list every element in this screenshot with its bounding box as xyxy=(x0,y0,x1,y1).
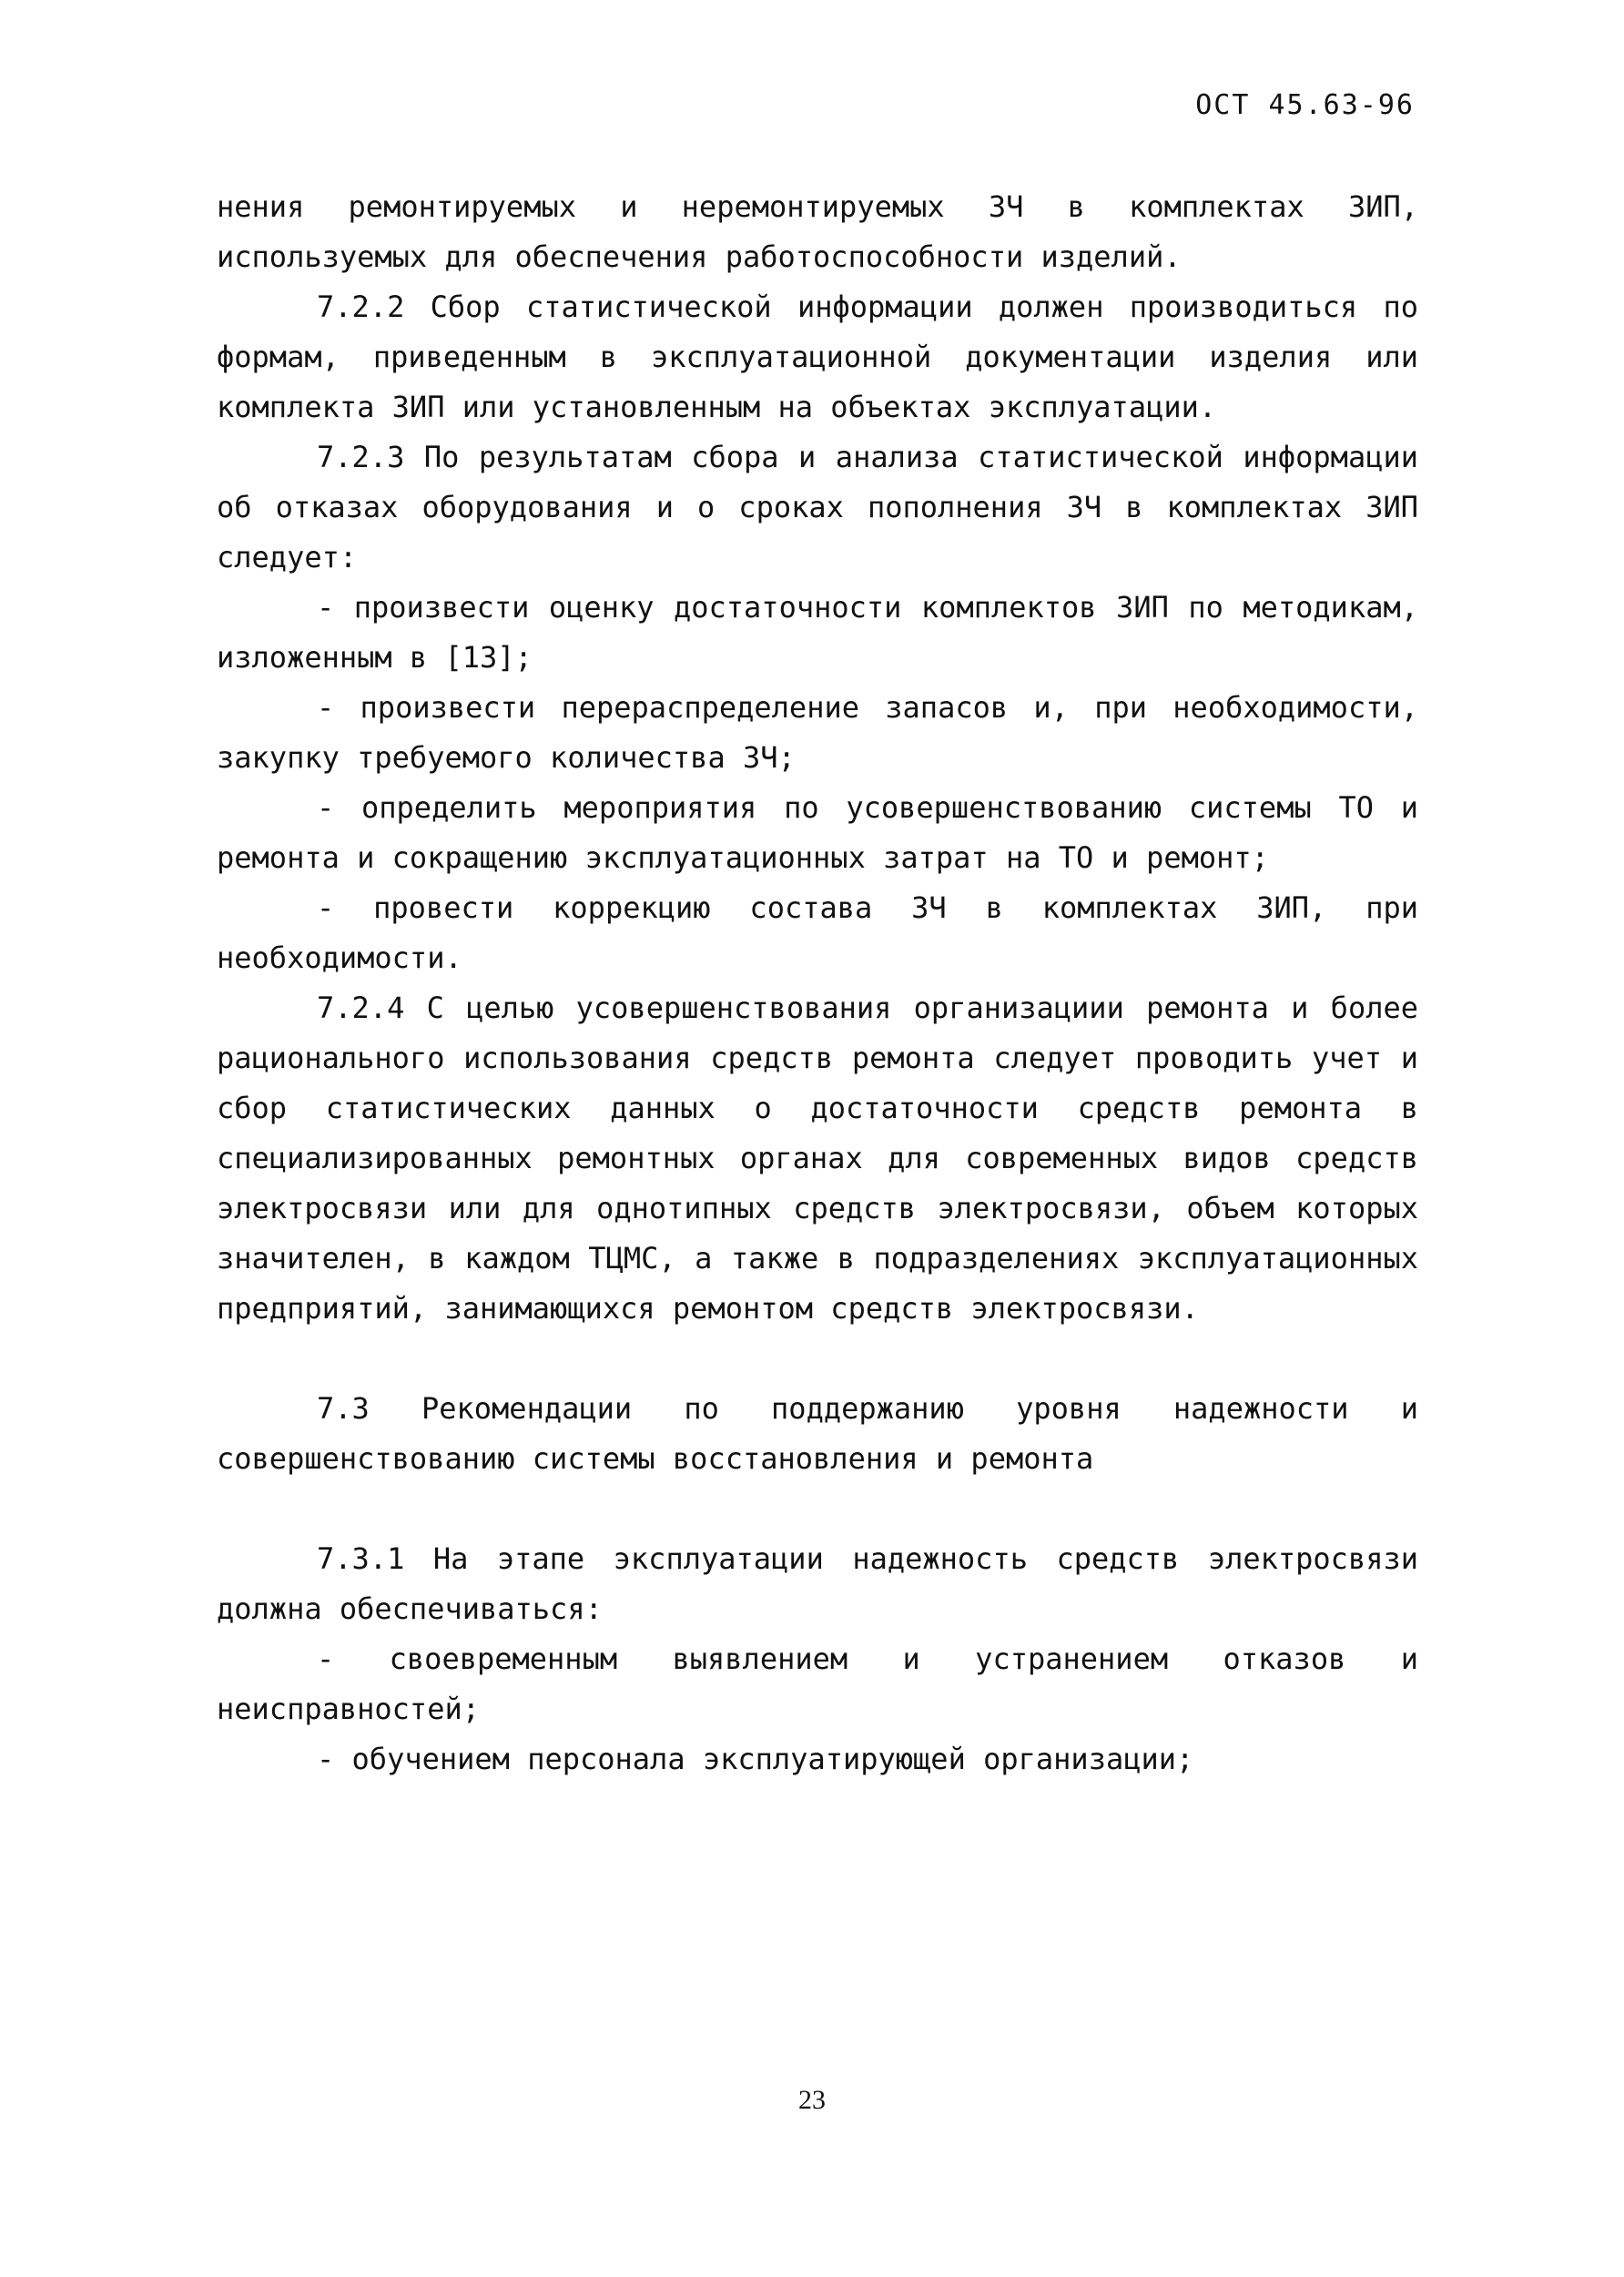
list-item: - провести коррекцию состава ЗЧ в комплектах ЗИП, при необходимости. xyxy=(217,890,1418,975)
document-body xyxy=(217,182,1418,1784)
list-item: - обучением персонала эксплуатирующей организации; xyxy=(317,1742,1194,1776)
paragraph-7-2-2: 7.2.2 Сбор статистической информации должен производиться по формам, приведенным в эксплуатационной документации изделия или комплекта ЗИП или установленным на объектах эксплуатации. xyxy=(217,290,1418,424)
page-number: 23 xyxy=(798,2085,826,2115)
paragraph-7-3-1: 7.3.1 На этапе эксплуатации надежность средств электросвязи должна обеспечиваться: xyxy=(217,1541,1418,1626)
list-item: - своевременным выявлением и устранением отказов и неисправностей; xyxy=(217,1642,1418,1726)
list-item: - произвести оценку достаточности комплектов ЗИП по методикам, изложенным в [13]; xyxy=(217,590,1418,675)
list-item: - произвести перераспределение запасов и, при необходимости, закупку требуемого количества ЗЧ; xyxy=(217,690,1418,775)
paragraph-continuation: нения ремонтируемых и неремонтируемых ЗЧ в комплектах ЗИП, используемых для обеспечения работоспособности изделий. xyxy=(217,189,1418,274)
paragraph-7-2-4: 7.2.4 С целью усовершенствования организациии ремонта и более рационального использования средств ремонта следует проводить учет и сбор статистических данных о достаточности средств ремонта в специализированных ремонтных органах для современных видов средств электросвязи или для однотипных средств электросвязи, объем которых значителен, в каждом ТЦМС, а также в подразделениях эксплуатационных предприятий, занимающихся ремонтом средств электросвязи. xyxy=(217,991,1418,1326)
document-code-header: ОСТ 45.63-96 xyxy=(1195,89,1415,121)
list-item: - определить мероприятия по усовершенствованию системы ТО и ремонта и сокращению эксплуатационных затрат на ТО и ремонт; xyxy=(217,790,1418,875)
section-heading-7-3: 7.3 Рекомендации по поддержанию уровня надежности и совершенствованию системы восстановления и ремонта xyxy=(217,1391,1418,1476)
paragraph-7-2-3: 7.2.3 По результатам сбора и анализа статистической информации об отказах оборудования и о сроках пополнения ЗЧ в комплектах ЗИП следует: xyxy=(217,440,1418,574)
